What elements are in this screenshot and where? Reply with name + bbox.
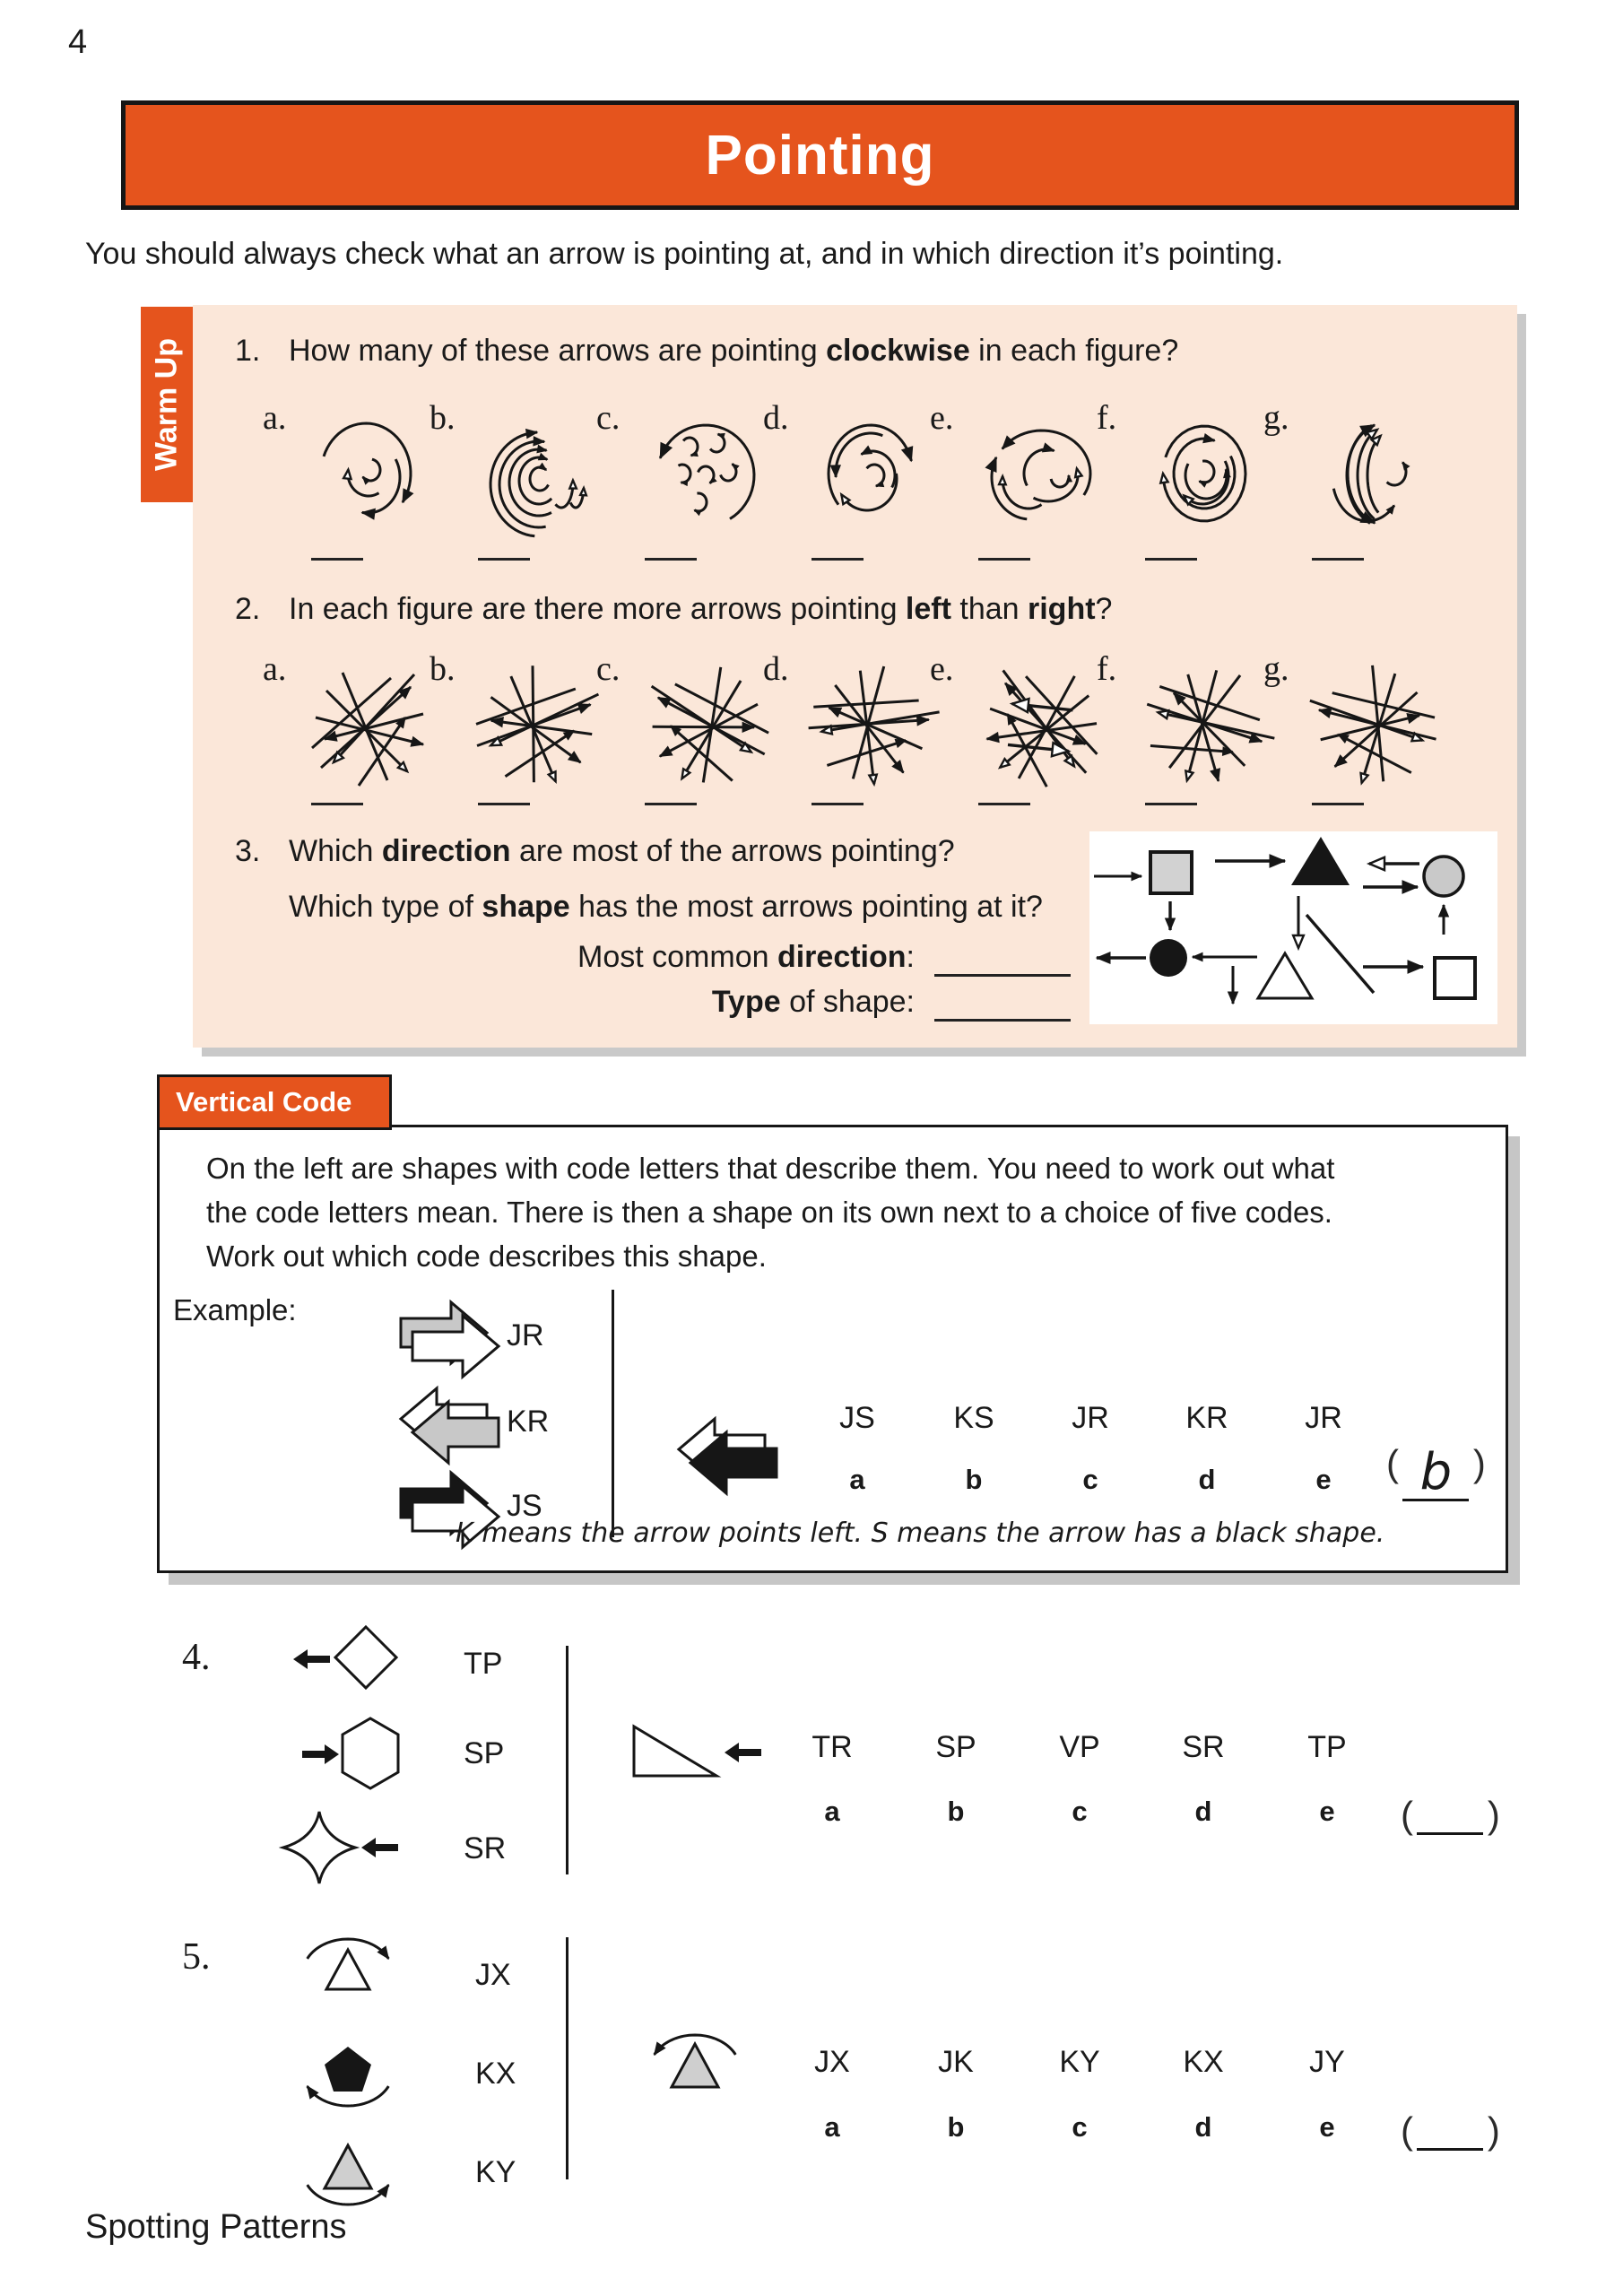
example-key-code: JS <box>507 1489 542 1523</box>
q1-number: 1. <box>235 334 261 368</box>
q4-letters-row <box>770 1796 1389 1828</box>
crossing-arrows-figure <box>1143 662 1269 796</box>
page-title: Pointing <box>705 124 935 187</box>
option-letter: a <box>824 1796 840 1827</box>
crossing-arrows-figure <box>1310 662 1436 796</box>
vertical-code-tab-label: Vertical Code <box>176 1086 352 1118</box>
example-answer-value: b <box>1419 1443 1453 1501</box>
example-key-arrow <box>399 1385 511 1467</box>
option-code: KR <box>1185 1401 1228 1435</box>
key-code: SR <box>464 1831 507 1866</box>
q1-prompt: How many of these arrows are pointing clockwise in each figure? <box>289 334 1179 368</box>
option-letter: a <box>824 2111 840 2143</box>
q5-divider-line <box>566 1937 568 2179</box>
option-letter: b <box>947 2111 965 2143</box>
answer-blank[interactable] <box>311 781 363 805</box>
q5-letters-row <box>770 2111 1389 2144</box>
q3-diagram-box <box>1089 831 1497 1024</box>
figure-label: c. <box>596 650 621 688</box>
example-note: K means the arrow points left. S means the arrow has a black shape. <box>456 1518 1385 1549</box>
spiral-arrows-figure <box>976 405 1102 540</box>
key-code: SP <box>464 1736 505 1770</box>
spiral-arrows-figure <box>1143 405 1269 540</box>
answer-blank[interactable] <box>478 536 530 561</box>
close-paren: ) <box>1472 1442 1486 1484</box>
option-code: JR <box>1072 1401 1109 1435</box>
answer-blank[interactable] <box>1312 781 1364 805</box>
option-letter: c <box>1082 1464 1098 1495</box>
open-paren: ( <box>1401 2109 1413 2152</box>
crossing-arrows-figure <box>476 662 602 796</box>
figure-label: f. <box>1097 399 1117 437</box>
option-code: JR <box>1305 1401 1342 1435</box>
key-code: KY <box>475 2155 516 2189</box>
vertical-code-panel <box>157 1125 1508 1573</box>
figure-label: g. <box>1263 650 1289 688</box>
q5-answer-blank[interactable] <box>1417 2112 1483 2151</box>
spiral-arrows-figure <box>1310 405 1436 540</box>
vc-instruction-line2: the code letters mean. There is then a shape on its own next to a choice of five codes. <box>206 1196 1332 1229</box>
answer-blank[interactable] <box>978 536 1030 561</box>
figure-label: d. <box>763 399 789 437</box>
crossing-arrows-figure <box>309 662 435 796</box>
option-letter: a <box>849 1464 865 1495</box>
spiral-arrows-figure <box>643 405 768 540</box>
q4-options-row <box>770 1730 1389 1765</box>
option-code: TR <box>812 1730 853 1764</box>
intro-text: You should always check what an arrow is pointing at, and in which direction it’s pointing. <box>85 237 1284 271</box>
q3-number: 3. <box>235 834 261 868</box>
q5-test-figure <box>639 2022 756 2117</box>
option-code: JS <box>839 1401 875 1435</box>
spiral-arrows-figure <box>476 405 602 540</box>
key-shape-figure <box>278 1625 439 1711</box>
example-divider-line <box>612 1290 614 1537</box>
option-code: KY <box>1059 2045 1100 2079</box>
example-options-row <box>799 1401 1382 1436</box>
option-code: KX <box>1183 2045 1224 2079</box>
answer-blank[interactable] <box>1145 536 1197 561</box>
spiral-arrows-figure <box>810 405 935 540</box>
crossing-arrows-figure <box>810 662 935 796</box>
q5-number: 5. <box>182 1936 211 1978</box>
example-letters-row <box>799 1464 1382 1496</box>
answer-blank[interactable] <box>1145 781 1197 805</box>
key-shape-figure <box>278 1715 439 1801</box>
example-key-code: KR <box>507 1405 550 1439</box>
answer-blank[interactable] <box>645 536 697 561</box>
q3-answer1-label: Most common direction: <box>577 940 915 974</box>
key-rotation-figure <box>292 1926 409 2021</box>
option-letter: e <box>1315 1464 1332 1495</box>
q3-answer1-blank[interactable] <box>934 945 1071 977</box>
option-letter: e <box>1319 2111 1335 2143</box>
vertical-code-tab <box>157 1074 392 1130</box>
option-code: JY <box>1309 2045 1345 2079</box>
figure-label: f. <box>1097 650 1117 688</box>
q3-answer2-label: Type of shape: <box>711 985 915 1019</box>
answer-blank[interactable] <box>478 781 530 805</box>
figure-label: a. <box>263 399 287 437</box>
close-paren: ) <box>1487 2109 1500 2152</box>
q2-prompt: In each figure are there more arrows pointing left than right? <box>289 592 1113 626</box>
close-paren: ) <box>1487 1794 1500 1836</box>
example-answer-blank[interactable] <box>1402 1443 1469 1501</box>
example-key-code: JR <box>507 1318 544 1352</box>
figure-label: g. <box>1263 399 1289 437</box>
key-shape-figure <box>278 1810 439 1896</box>
key-code: JX <box>475 1958 511 1992</box>
example-label: Example: <box>173 1293 297 1326</box>
arrows-shapes-diagram <box>1089 831 1497 1024</box>
q4-number: 4. <box>182 1637 211 1678</box>
figure-label: d. <box>763 650 789 688</box>
option-letter: c <box>1072 1796 1088 1827</box>
figure-label: a. <box>263 650 287 688</box>
figure-label: e. <box>930 650 954 688</box>
crossing-arrows-figure <box>976 662 1102 796</box>
figure-label: b. <box>430 650 456 688</box>
vc-instruction-line3: Work out which code describes this shape. <box>206 1239 767 1273</box>
answer-blank[interactable] <box>812 536 864 561</box>
option-code: SP <box>935 1730 976 1764</box>
option-code: SR <box>1182 1730 1225 1764</box>
figure-label: b. <box>430 399 456 437</box>
warm-up-tab <box>141 307 193 502</box>
open-paren: ( <box>1386 1442 1399 1484</box>
q2-number: 2. <box>235 592 261 626</box>
q4-divider-line <box>566 1646 568 1874</box>
option-letter: d <box>1194 2111 1212 2143</box>
option-letter: e <box>1319 1796 1335 1827</box>
q4-answer-blank[interactable] <box>1417 1796 1483 1835</box>
q5-options-row <box>770 2045 1389 2080</box>
key-code: KX <box>475 2057 516 2091</box>
answer-blank[interactable] <box>812 781 864 805</box>
example-answer <box>1386 1442 1486 1501</box>
option-letter: c <box>1072 2111 1088 2143</box>
example-test-figure <box>677 1415 789 1496</box>
vc-instruction-line1: On the left are shapes with code letters that describe them. You need to work out what <box>206 1152 1335 1185</box>
q3-line2: Which type of shape has the most arrows pointing at it? <box>289 890 1043 924</box>
option-code: TP <box>1307 1730 1347 1764</box>
q4-test-figure <box>631 1724 766 1781</box>
key-rotation-figure <box>292 2124 409 2218</box>
option-letter: d <box>1198 1464 1216 1495</box>
q4-answer <box>1401 1794 1500 1837</box>
figure-label: c. <box>596 399 621 437</box>
answer-blank[interactable] <box>1312 536 1364 561</box>
option-code: JK <box>938 2045 974 2079</box>
option-code: VP <box>1059 1730 1100 1764</box>
footer-section-title: Spotting Patterns <box>85 2208 347 2246</box>
option-code: KS <box>953 1401 994 1435</box>
crossing-arrows-figure <box>643 662 768 796</box>
option-letter: b <box>947 1796 965 1827</box>
q3-line1: Which direction are most of the arrows pointing? <box>289 834 955 868</box>
page-number: 4 <box>68 23 88 61</box>
open-paren: ( <box>1401 1794 1413 1836</box>
answer-blank[interactable] <box>311 536 363 561</box>
spiral-arrows-figure <box>309 405 435 540</box>
answer-blank[interactable] <box>645 781 697 805</box>
key-rotation-figure <box>292 2025 409 2119</box>
option-letter: b <box>965 1464 983 1495</box>
q3-answer2-blank[interactable] <box>934 990 1071 1022</box>
page-title-banner <box>121 100 1519 210</box>
q5-answer <box>1401 2109 1500 2152</box>
warm-up-tab-label: Warm Up <box>149 338 184 471</box>
figure-label: e. <box>930 399 954 437</box>
answer-blank[interactable] <box>978 781 1030 805</box>
option-letter: d <box>1194 1796 1212 1827</box>
key-code: TP <box>464 1647 503 1681</box>
example-key-arrow <box>399 1299 511 1381</box>
option-code: JX <box>814 2045 850 2079</box>
